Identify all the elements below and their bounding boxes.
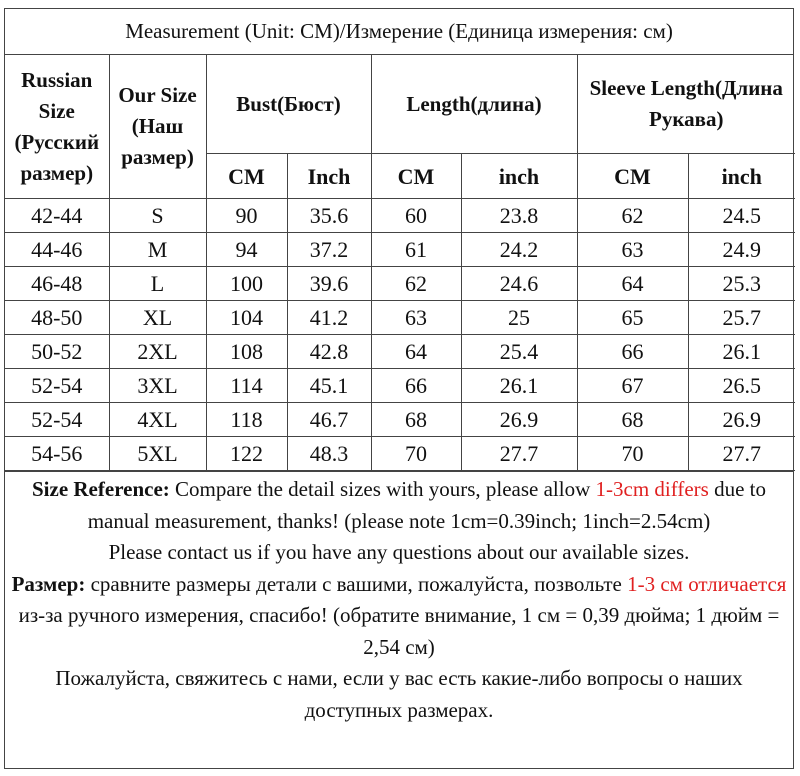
- size-chart: [4, 8, 794, 769]
- note-russian-label: Размер:: [11, 571, 86, 596]
- header-sleeve-inch: inch: [688, 154, 795, 199]
- size-table: [5, 55, 795, 471]
- cell-length-inch: 26.9: [461, 403, 577, 437]
- cell-russian-size: 48-50: [5, 301, 109, 335]
- cell-bust-cm: 100: [206, 267, 287, 301]
- header-row: [5, 55, 795, 154]
- cell-our-size: XL: [109, 301, 206, 335]
- cell-length-cm: 64: [371, 335, 461, 369]
- cell-bust-cm: 118: [206, 403, 287, 437]
- header-length-cm: CM: [371, 154, 461, 199]
- cell-russian-size: 44-46: [5, 233, 109, 267]
- table-row: [5, 369, 795, 403]
- cell-length-inch: 25.4: [461, 335, 577, 369]
- header-bust-inch: Inch: [287, 154, 371, 199]
- cell-length-cm: 70: [371, 437, 461, 471]
- header-length: Length(длина): [371, 55, 577, 154]
- table-row: [5, 335, 795, 369]
- cell-sleeve-inch: 26.9: [688, 403, 795, 437]
- table-row: [5, 199, 795, 233]
- header-russian-size: Russian Size (Русский размер): [5, 55, 109, 199]
- cell-our-size: L: [109, 267, 206, 301]
- cell-bust-inch: 39.6: [287, 267, 371, 301]
- cell-russian-size: 54-56: [5, 437, 109, 471]
- cell-bust-cm: 114: [206, 369, 287, 403]
- header-bust-cm: CM: [206, 154, 287, 199]
- cell-sleeve-cm: 70: [577, 437, 688, 471]
- header-bust: Bust(Бюст): [206, 55, 371, 154]
- header-sleeve-length: Sleeve Length(Длина Рукава): [577, 55, 795, 154]
- note-english-contact: Please contact us if you have any questions about our available sizes.: [108, 540, 690, 564]
- note-russian-text-end: из-за ручного измерения, спасибо! (обратите внимание, 1 см = 0,39 дюйма; 1 дюйм = 2,54 см): [18, 603, 780, 659]
- table-row: [5, 301, 795, 335]
- note-english-tolerance: 1-3cm differs: [595, 477, 709, 501]
- size-notes: [5, 471, 793, 726]
- table-row: [5, 403, 795, 437]
- cell-bust-cm: 90: [206, 199, 287, 233]
- header-our-size: Our Size (Наш размер): [109, 55, 206, 199]
- cell-our-size: 4XL: [109, 403, 206, 437]
- cell-length-cm: 60: [371, 199, 461, 233]
- cell-sleeve-inch: 24.5: [688, 199, 795, 233]
- cell-bust-cm: 122: [206, 437, 287, 471]
- cell-russian-size: 52-54: [5, 403, 109, 437]
- cell-sleeve-inch: 25.7: [688, 301, 795, 335]
- cell-our-size: S: [109, 199, 206, 233]
- cell-sleeve-inch: 26.5: [688, 369, 795, 403]
- note-russian-text: сравните размеры детали с вашими, пожалуйста, позвольте: [85, 571, 628, 596]
- cell-length-cm: 68: [371, 403, 461, 437]
- cell-sleeve-cm: 66: [577, 335, 688, 369]
- cell-sleeve-cm: 63: [577, 233, 688, 267]
- cell-bust-cm: 94: [206, 233, 287, 267]
- cell-bust-inch: 35.6: [287, 199, 371, 233]
- note-russian-tolerance: 1-3 см отличается: [627, 571, 787, 596]
- cell-russian-size: 52-54: [5, 369, 109, 403]
- cell-length-inch: 26.1: [461, 369, 577, 403]
- cell-russian-size: 46-48: [5, 267, 109, 301]
- cell-length-inch: 23.8: [461, 199, 577, 233]
- cell-our-size: M: [109, 233, 206, 267]
- cell-bust-cm: 108: [206, 335, 287, 369]
- cell-sleeve-cm: 67: [577, 369, 688, 403]
- cell-our-size: 3XL: [109, 369, 206, 403]
- cell-bust-inch: 45.1: [287, 369, 371, 403]
- cell-length-cm: 63: [371, 301, 461, 335]
- cell-bust-cm: 104: [206, 301, 287, 335]
- cell-bust-inch: 48.3: [287, 437, 371, 471]
- note-english-text: Compare the detail sizes with yours, please allow: [169, 477, 596, 501]
- cell-sleeve-cm: 68: [577, 403, 688, 437]
- cell-sleeve-inch: 24.9: [688, 233, 795, 267]
- table-row: [5, 267, 795, 301]
- header-sleeve-cm: CM: [577, 154, 688, 199]
- cell-sleeve-cm: 64: [577, 267, 688, 301]
- note-english-text-end: due to manual measurement, thanks! (please note 1cm=0.39inch; 1inch=2.54cm): [87, 477, 766, 533]
- note-russian-contact: Пожалуйста, свяжитесь с нами, если у вас есть какие-либо вопросы о наших доступных размерах.: [55, 666, 743, 722]
- cell-length-inch: 25: [461, 301, 577, 335]
- table-row: [5, 233, 795, 267]
- cell-bust-inch: 37.2: [287, 233, 371, 267]
- cell-sleeve-inch: 26.1: [688, 335, 795, 369]
- cell-sleeve-inch: 25.3: [688, 267, 795, 301]
- chart-title: Measurement (Unit: CM)/Измерение (Единица измерения: см): [5, 9, 793, 55]
- cell-sleeve-cm: 62: [577, 199, 688, 233]
- cell-sleeve-inch: 27.7: [688, 437, 795, 471]
- cell-bust-inch: 46.7: [287, 403, 371, 437]
- header-length-inch: inch: [461, 154, 577, 199]
- cell-length-inch: 24.2: [461, 233, 577, 267]
- note-english: [11, 474, 787, 537]
- cell-russian-size: 42-44: [5, 199, 109, 233]
- note-russian: [11, 569, 787, 664]
- cell-our-size: 2XL: [109, 335, 206, 369]
- cell-length-inch: 24.6: [461, 267, 577, 301]
- cell-russian-size: 50-52: [5, 335, 109, 369]
- cell-length-inch: 27.7: [461, 437, 577, 471]
- cell-bust-inch: 42.8: [287, 335, 371, 369]
- cell-length-cm: 66: [371, 369, 461, 403]
- cell-our-size: 5XL: [109, 437, 206, 471]
- cell-length-cm: 62: [371, 267, 461, 301]
- note-english-label: Size Reference:: [31, 477, 170, 501]
- cell-length-cm: 61: [371, 233, 461, 267]
- table-row: [5, 437, 795, 471]
- cell-sleeve-cm: 65: [577, 301, 688, 335]
- cell-bust-inch: 41.2: [287, 301, 371, 335]
